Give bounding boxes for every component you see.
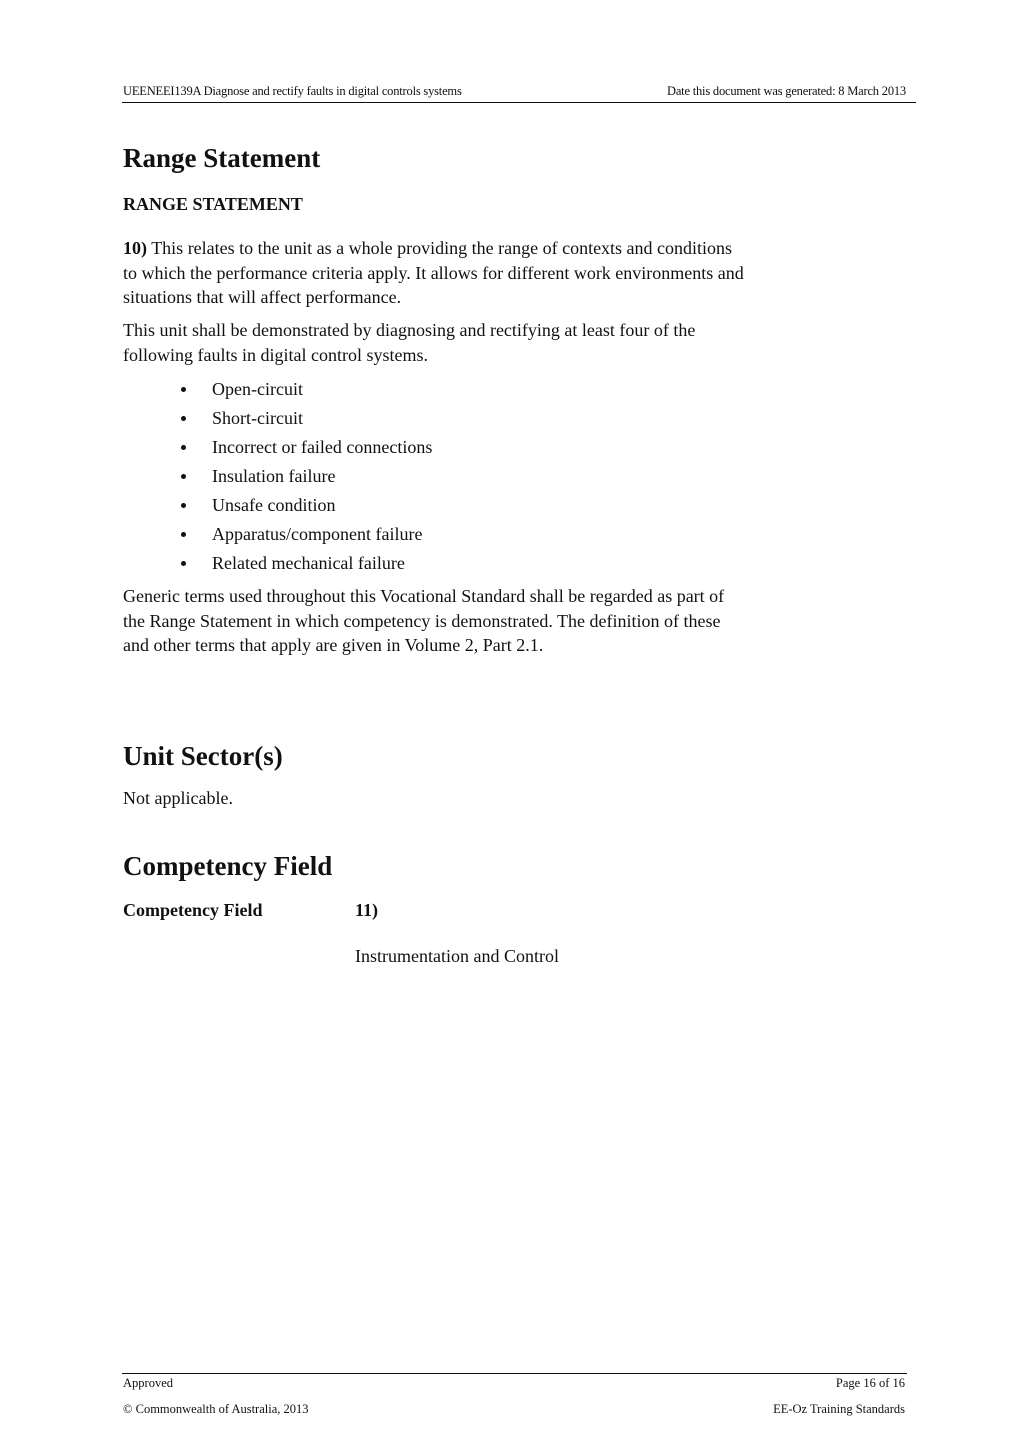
range-paragraph-2-line-2: following faults in digital control systems. bbox=[123, 344, 428, 365]
bullet-icon bbox=[181, 474, 186, 479]
bullet-icon bbox=[181, 416, 186, 421]
bullet-icon bbox=[181, 503, 186, 508]
bullet-icon bbox=[181, 561, 186, 566]
unit-sector-text: Not applicable. bbox=[123, 788, 233, 808]
unit-sector-heading: Unit Sector(s) bbox=[123, 741, 283, 771]
footer-approved: Approved bbox=[123, 1376, 173, 1390]
list-item: Incorrect or failed connections bbox=[171, 433, 432, 462]
competency-field-heading: Competency Field bbox=[123, 851, 333, 881]
range-statement-subheading: RANGE STATEMENT bbox=[123, 194, 303, 214]
list-item: Unsafe condition bbox=[171, 491, 432, 520]
footer-page-number: Page 16 of 16 bbox=[835, 1376, 905, 1390]
range-paragraph-1-line-2: to which the performance criteria apply. It allows for different work environments and bbox=[123, 262, 744, 283]
list-item: Open-circuit bbox=[171, 375, 432, 404]
range-paragraph-3-line-3: and other terms that apply are given in Volume 2, Part 2.1. bbox=[123, 635, 544, 655]
footer-publisher: EE-Oz Training Standards bbox=[773, 1402, 905, 1416]
header-unit-title: UEENEEI139A Diagnose and rectify faults in digital controls systems bbox=[123, 84, 462, 98]
range-paragraph-3-line-1: Generic terms used throughout this Vocational Standard shall be regarded as part of bbox=[123, 586, 725, 606]
list-item: Short-circuit bbox=[171, 404, 432, 433]
range-paragraph-2-line-1: This unit shall be demonstrated by diagnosing and rectifying at least four of the bbox=[123, 320, 696, 340]
range-paragraph-1-line-3: situations that will affect performance. bbox=[123, 287, 402, 307]
range-paragraph-3 bbox=[123, 584, 724, 658]
competency-field-label: Competency Field bbox=[123, 900, 263, 920]
list-item: Related mechanical failure bbox=[171, 549, 432, 578]
header-divider bbox=[122, 102, 916, 103]
item-number: 10) bbox=[123, 238, 147, 258]
footer-divider bbox=[122, 1373, 907, 1374]
list-item: Insulation failure bbox=[171, 462, 432, 491]
list-item: Apparatus/component failure bbox=[171, 520, 432, 549]
header-generated-date: Date this document was generated: 8 March 2013 bbox=[667, 84, 906, 98]
range-statement-heading: Range Statement bbox=[123, 143, 321, 173]
bullet-icon bbox=[181, 387, 186, 392]
competency-field-value: Instrumentation and Control bbox=[355, 946, 559, 966]
bullet-icon bbox=[181, 532, 186, 537]
competency-field-number: 11) bbox=[355, 900, 379, 920]
range-paragraph-3-line-2: the Range Statement in which competency is demonstrated. The definition of these bbox=[123, 610, 721, 631]
range-paragraph-1-line-1: 10) This relates to the unit as a whole providing the range of contexts and conditions bbox=[123, 238, 733, 258]
fault-list bbox=[171, 375, 432, 578]
footer-copyright: © Commonwealth of Australia, 2013 bbox=[123, 1402, 309, 1416]
bullet-icon bbox=[181, 445, 186, 450]
range-paragraph-1 bbox=[123, 236, 744, 310]
range-paragraph-2 bbox=[123, 318, 695, 367]
